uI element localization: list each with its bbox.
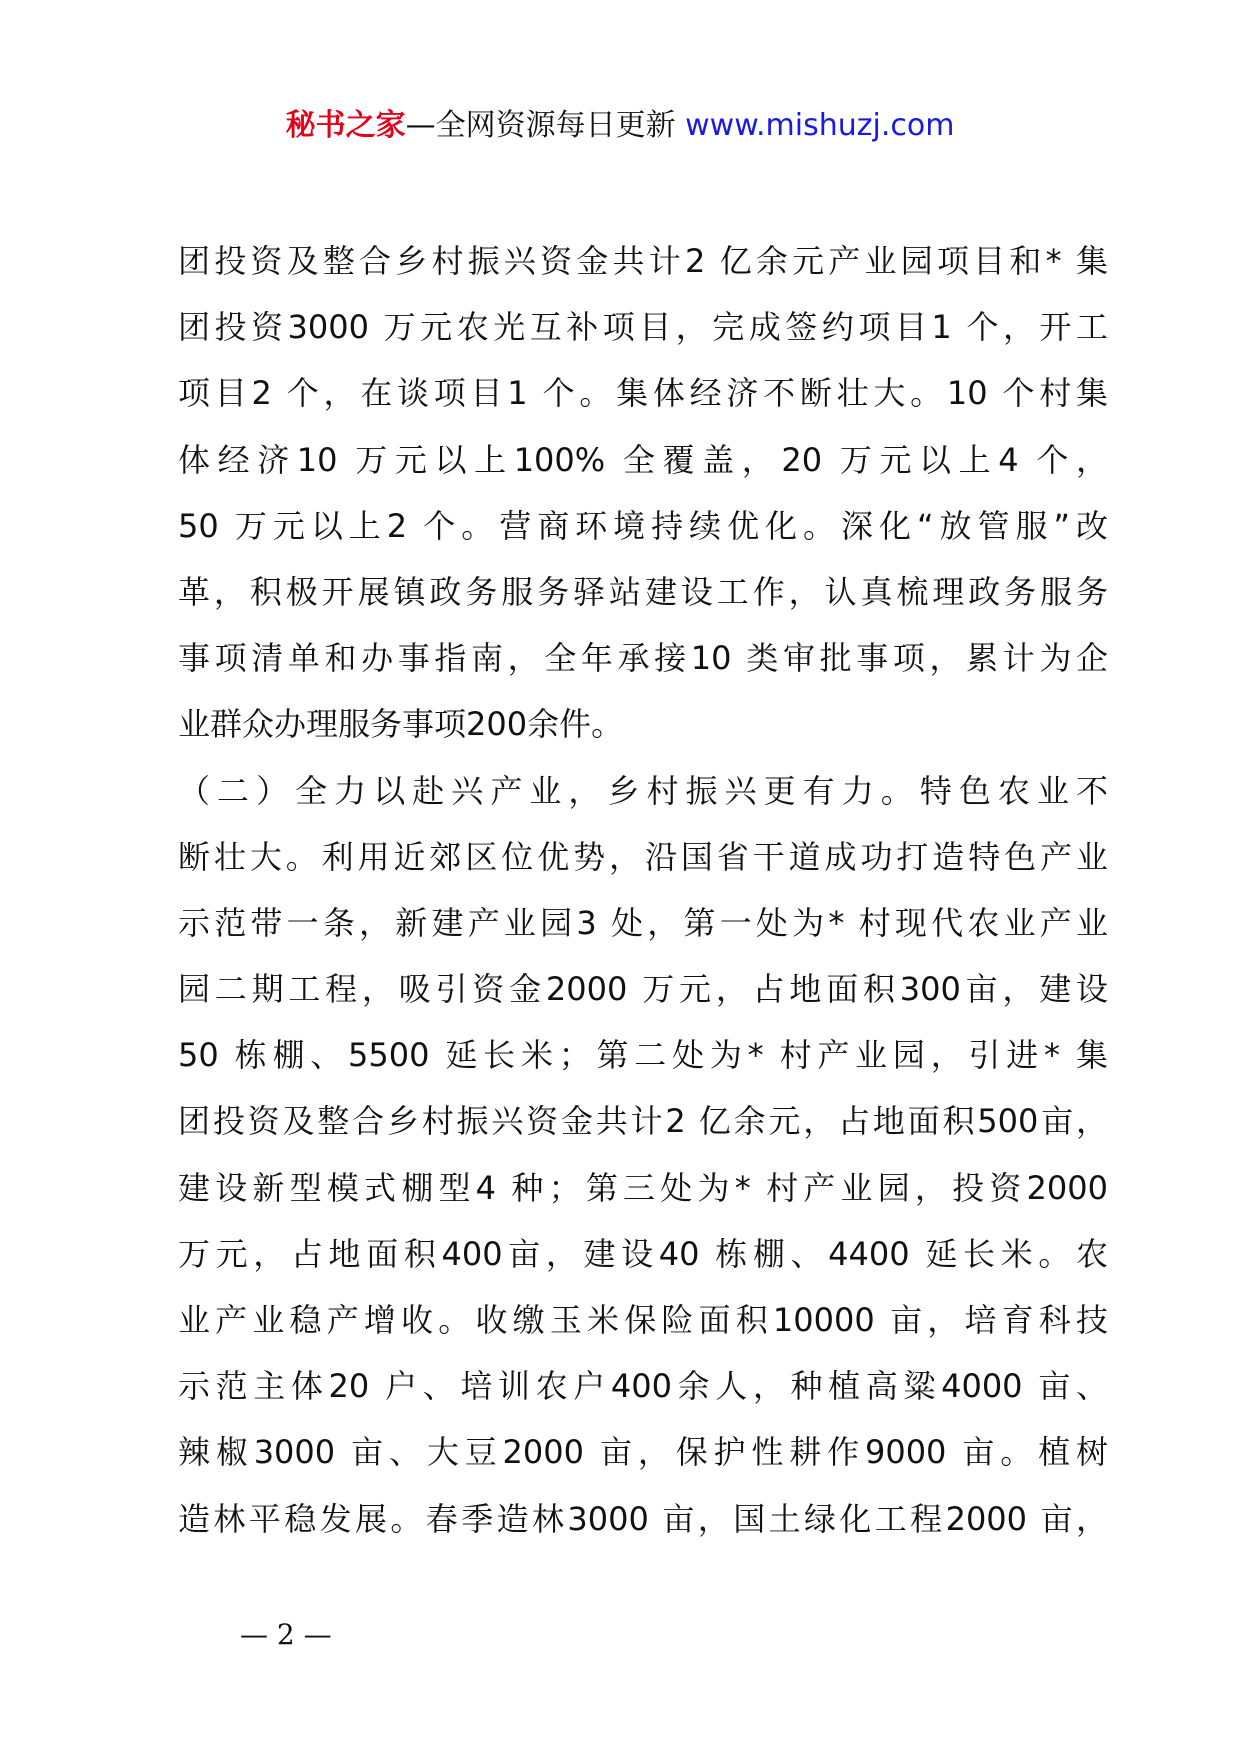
header-slogan: —全网资源每日更新	[405, 108, 686, 143]
text-line: 50 万元以上2 个。营商环境持续优化。深化“放管服”改	[178, 506, 1108, 545]
header-brand: 秘书之家	[285, 108, 406, 143]
text-line: 辣椒3000 亩、大豆2000 亩，保护性耕作9000 亩。植树	[178, 1433, 1108, 1472]
text-line: 造林平稳发展。春季造林3000 亩，国土绿化工程2000 亩，	[178, 1499, 1108, 1538]
text-line: 建设新型模式棚型4 种；第三处为* 村产业园，投资2000	[178, 1168, 1108, 1207]
body-text	[178, 228, 1108, 1552]
text-line: 项目2 个，在谈项目1 个。集体经济不断壮大。10 个村集	[178, 374, 1108, 413]
text-line: 业群众办理服务事项200余件。	[178, 705, 624, 744]
text-line: 示范带一条，新建产业园3 处，第一处为* 村现代农业产业	[178, 903, 1108, 942]
text-line: （二）全力以赴兴产业，乡村振兴更有力。特色农业不	[178, 771, 1108, 810]
page-number: — 2 —	[240, 1618, 332, 1651]
text-line: 团投资及整合乡村振兴资金共计2 亿余元，占地面积500亩，	[178, 1102, 1108, 1141]
text-line: 体经济10 万元以上100% 全覆盖，20 万元以上4 个，	[178, 440, 1108, 479]
text-line: 园二期工程，吸引资金2000 万元，占地面积300亩，建设	[178, 970, 1108, 1009]
text-line: 事项清单和办事指南，全年承接10 类审批事项，累计为企	[178, 639, 1108, 678]
text-line: 50 栋棚、5500 延长米；第二处为* 村产业园，引进* 集	[178, 1036, 1108, 1075]
text-line: 革，积极开展镇政务服务驿站建设工作，认真梳理政务服务	[178, 572, 1108, 611]
page-header	[0, 101, 1240, 151]
text-line: 万元，占地面积400亩，建设40 栋棚、4400 延长米。农	[178, 1234, 1108, 1273]
text-line: 团投资3000 万元农光互补项目，完成签约项目1 个，开工	[178, 308, 1108, 347]
text-line: 团投资及整合乡村振兴资金共计2 亿余元产业园项目和* 集	[178, 242, 1108, 280]
header-site-link[interactable]: www.mishuzj.com	[685, 108, 955, 143]
text-line: 示范主体20 户、培训农户400余人，种植高粱4000 亩、	[178, 1367, 1108, 1406]
text-line: 断壮大。利用近郊区位优势，沿国省干道成功打造特色产业	[178, 837, 1108, 876]
text-line: 业产业稳产增收。收缴玉米保险面积10000 亩，培育科技	[178, 1301, 1108, 1339]
